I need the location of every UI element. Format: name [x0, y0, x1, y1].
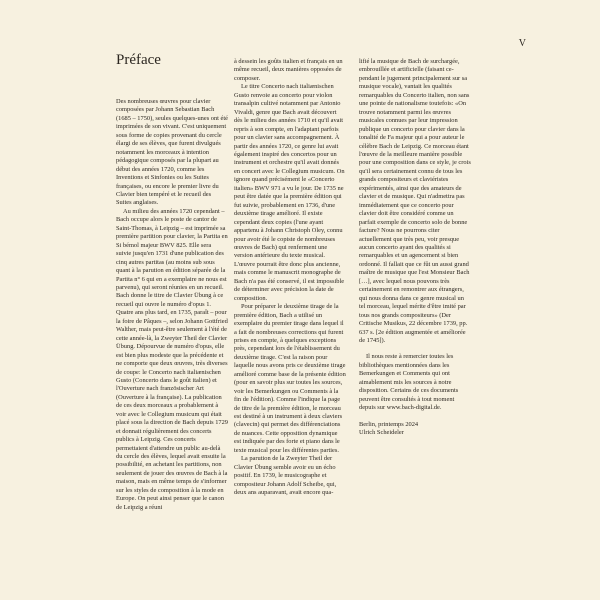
paragraph: lifié la musique de Bach de surchargée, embrouillée et artificielle (faisant ce-pendant le jugement principalement sur sa musique vocale), vantait les qualités remarquables du Concerto italien, non sans une pointe de nationalisme toutefois: «On trouve notamment parmi les œuvres musicales connues par leur impression publique un concerto pour clavier dans la tonalité de Fa majeur qui a pour auteur le célèbre Bach de Leipzig. Ce morceau étant l'œuvre de la meilleure manière possible pour une composition dans ce style, je crois qu'il sera certainement connu de tous les grands compositeurs et claviéristes expérimentés, ainsi que des amateurs de clavier et de musique. Qui n'admettra pas immédiatement que ce concerto pour clavier doit être considéré comme un parfait exemple de concerto solo de bonne facture? Nous ne pourrons citer actuellement que très peu, voir presque aucun concerto ayant des qualités si remarquables et un agencement si bien ordonné. Il fallait que ce fût un aussi grand maître de musique que l'est Monsieur Bach […], avec lequel nous pouvons très certainement en remontrer aux étrangers, qui nous donna dans ce genre musical un tel morceau, lequel mérite d'être imité par tous nos grands compositeurs» (Der Critische Musikus, 22 décembre 1739, pp. 637 s. [2e édition augmentée et améliorée de 1745]). [359, 58, 471, 344]
author-name: Ulrich Scheideler [359, 429, 404, 437]
paragraph: Au milieu des années 1720 cependant – Bach occupe alors le poste de cantor de Saint-Thomas, à Leipzig – est imprimée sa première partition pour clavier, la Partita en Si bémol majeur BWV 825. Elle sera suivie jusqu'en 1731 d'une publication des cinq autres partitas (au moins sub sous quant à la parution en édition séparée de la Partita n° 6 qui en a exemplaire ne nous est parvenu), qui seront réunies en un recueil. Bach donne le titre de Clavier Übung à ce recueil qui ouvre le numéro d'opus 1. Quatre ans plus tard, en 1735, paraît – pour la foire de Pâques –, selon Johann Gottfried Walther, mais peut-être seulement à l'été de cette année-là, la Zweyter Theil der Clavier Übung. Dépourvue de numéro d'opus, elle est bien plus modeste que la précédente et ne comporte que deux œuvres, très diverses de coupe: le Concerto nach italiænischen Gusto (Concerto dans le goût italien) et l'Ouverture nach französischer Art (Ouverture à la française). La publication de ces deux morceaux a probablement à voir avec le Collegium musicum qui était placé sous la direction de Bach depuis 1729 et donnait régulièrement des concerts publics à Leipzig. Ces concerts permettaient d'attendre un public au-delà du cercle des élèves, lequel avait ensuite la possibilité, en achetant les partitions, non seulement de jouer des œuvres de Bach à la maison, mais en même temps de s'informer sur les styles de composition à la mode en Europe. On peut ainsi penser que le canon de Leipzig a réuni [116, 207, 228, 511]
paragraph: Le titre Concerto nach italiænischen Gusto renvoie au concerto pour violon transalpin cultivé notamment par Antonio Vivaldi, genre que Bach avait découvert dès le milieu des années 1710 et qu'il avait repris à son compte, en l'adaptant parfois pour un clavier sans accompagnement. À partir des années 1720, ce genre lui avait également inspiré des concertos pour un instrument et orchestre qu'il avait donnés en concert avec le Collegium musicum. On ignore quand précisément le «Concerto italien» BWV 971 a vu le jour. De 1735 ne peut être datée que la première édition qui fut suivie, probablement en 1736, d'une deuxième tirage amélioré. Il existe cependant deux copies (l'une ayant appartenu à Johann Christoph Oley, connu pour avoir été le copiste de nombreuses œuvres de Bach) qui renferment une version antérieure du texte musical. L'œuvre pourrait être donc plus ancienne, mais comme le manuscrit monographe de Bach n'a pas été conservé, il est impossible de déterminer avec précision la date de composition. [234, 83, 345, 302]
text-column-2 [234, 58, 346, 498]
text-column-3 [359, 58, 471, 437]
paragraph: La parution de la Zweyter Theil der Clavier Übung semble avoir eu un écho positif. En 1739, le musicographe et compositeur Johann Adolf Scheibe, qui, deux ans auparavant, avait encore qua- [234, 455, 337, 497]
paragraph: à dessein les goûts italien et français en un même recueil, deux manières opposées de composer. [234, 58, 343, 82]
page-number: V [518, 38, 526, 49]
place-date: Berlin, printemps 2024 [359, 420, 419, 428]
text-column-1 [116, 98, 228, 512]
page-title: Préface [116, 52, 161, 68]
paragraph: Pour préparer le deuxième tirage de la première édition, Bach a utilisé un exemplaire du premier tirage dans lequel il a fait de nombreuses corrections qui furent prises en compte, à quelques exceptions près, cependant lors de l'établissement du deuxième tirage. C'est la raison pour laquelle nous avons pris ce deuxième tirage amélioré comme base de la présente édition (pour en savoir plus sur toutes les sources, voir les Bemerkungen ou Comments à la fin de l'édition). Comme l'indique la page de titre de la première édition, le morceau est destiné à un instrument à deux claviers (clavecin) qui permet des différenciations de nuances. Cette opposition dynamique est indiquée par des forte et piano dans le texte musical pour les différentes parties. [234, 303, 346, 454]
paragraph: Des nombreuses œuvres pour clavier composées par Johann Sebastian Bach (1685 – 1750), seules quelques-unes ont été imprimées de son vivant. C'est uniquement sous forme de copies provenant du cercle élargi de ses élèves, que furent divulgués notamment les morceaux à intention pédagogique composés par la plupart au début des années 1720, comme les Inventions et Sinfonies ou les Suites françaises, ou encore le premier livre du Clavier bien tempéré et le recueil des Suites anglaises. [116, 98, 228, 207]
paragraph: Il nous reste à remercier toutes les bibliothèques mentionnées dans les Bemerkungen et Comments qui ont aimablement mis les sources à notre disposition. Certains de ces documents peuvent être consultés à tout moment depuis sur www.bach-digital.de. [359, 353, 459, 412]
